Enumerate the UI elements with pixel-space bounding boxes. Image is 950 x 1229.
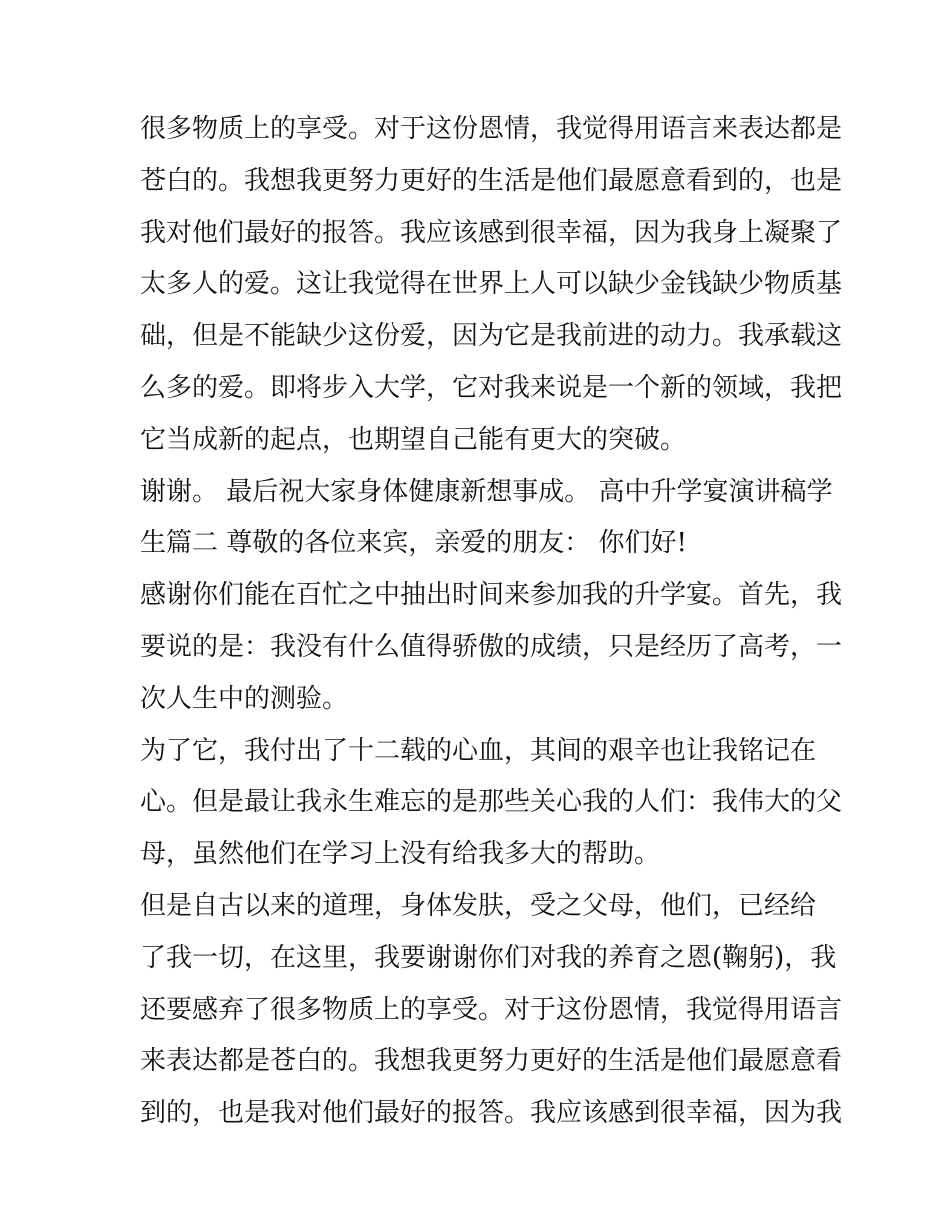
text-line: 次人生中的测验。: [140, 683, 349, 714]
text-line: 来表达都是苍白的。我想我更努力更好的生活是他们最愿意看: [140, 1046, 843, 1077]
text-line: 我对他们最好的报答。我应该感到很幸福，因为我身上凝聚了: [140, 217, 843, 248]
text-line: 了我一切，在这里，我要谢谢你们对我的养育之恩(鞠躬)，我: [140, 942, 837, 973]
text-line: 生篇二 尊敬的各位来宾，亲爱的朋友： 你们好!: [140, 528, 687, 559]
text-line: 还要感弃了很多物质上的享受。对于这份恩情，我觉得用语言: [140, 994, 843, 1025]
text-line: 么多的爱。即将步入大学，它对我来说是一个新的领域，我把: [140, 372, 843, 403]
text-line: 苍白的。我想我更努力更好的生活是他们最愿意看到的，也是: [140, 165, 843, 196]
text-line: 母，虽然他们在学习上没有给我多大的帮助。: [140, 839, 661, 870]
text-line: 到的，也是我对他们最好的报答。我应该感到很幸福，因为我: [140, 1098, 843, 1129]
body-text: [140, 104, 843, 1140]
text-line: 但是自古以来的道理，身体发肤，受之父母，他们，已经给: [140, 890, 817, 921]
text-line: 础，但是不能缺少这份爱，因为它是我前进的动力。我承载这: [140, 321, 843, 352]
text-line: 为了它，我付出了十二载的心血，其间的艰辛也让我铭记在: [140, 735, 817, 766]
text-line: 心。但是最让我永生难忘的是那些关心我的人们：我伟大的父: [140, 787, 843, 818]
text-line: 很多物质上的享受。对于这份恩情，我觉得用语言来表达都是: [140, 114, 843, 144]
text-line: 太多人的爱。这让我觉得在世界上人可以缺少金钱缺少物质基: [140, 269, 843, 300]
text-line: 谢谢。 最后祝大家身体健康新想事成。 高中升学宴演讲稿学: [140, 476, 833, 507]
text-line: 感谢你们能在百忙之中抽出时间来参加我的升学宴。首先，我: [140, 580, 843, 611]
text-line: 它当成新的起点，也期望自己能有更大的突破。: [140, 424, 687, 455]
text-line: 要说的是：我没有什么值得骄傲的成绩，只是经历了高考，一: [140, 631, 843, 662]
